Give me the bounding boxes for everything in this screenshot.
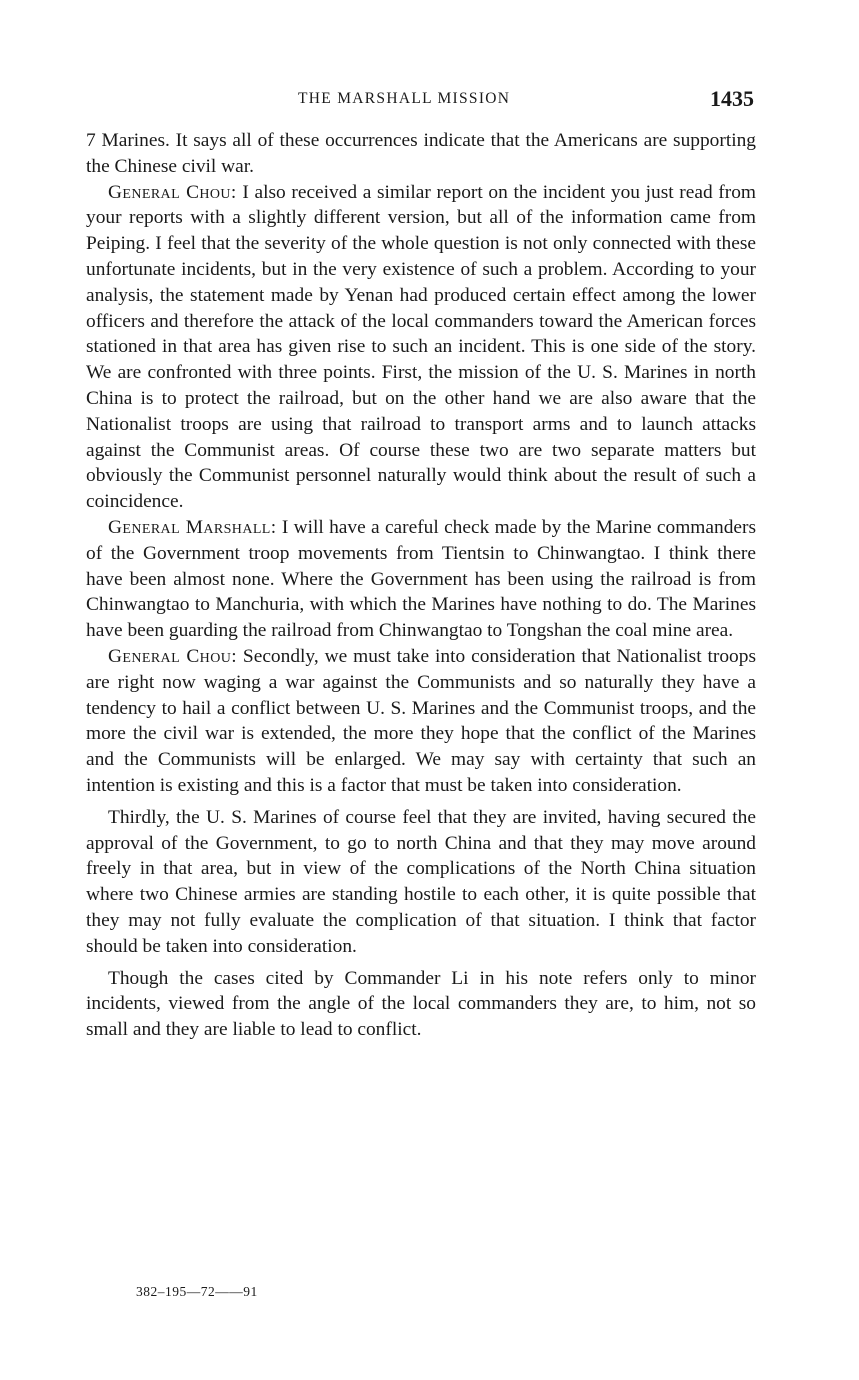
print-code: 382–195—72——91 bbox=[136, 1284, 258, 1299]
running-header bbox=[86, 86, 756, 110]
document-page bbox=[86, 0, 756, 1380]
body-text bbox=[86, 128, 756, 1043]
paragraph-chou-1 bbox=[86, 180, 756, 515]
paragraph-text: Secondly, we must take into consideration that Nationalist troops are right now waging a war against the Communists and so naturally they have a tendency to hail a conflict between U. S. Marines and the Communist troops, and the more the civil war is extended, the more they hope that the conflict of the Marines and the Communists will be enlarged. We may say with certainty that such an intention is existing and this is a factor that must be taken into consideration. bbox=[86, 645, 756, 796]
paragraph-continuation bbox=[86, 128, 756, 180]
paragraph-thirdly bbox=[86, 805, 756, 960]
paragraph-text: I also received a similar report on the incident you just read from your reports with a slightly different version, but all of the information came from Peiping. I feel that the severity of the whole question is not only connected with these unfortunate incidents, but in the very existence of such a problem. According to your analysis, the statement made by Yenan had produced certain effect among the lower officers and therefore the attack of the local commanders toward the American forces stationed in that area has given rise to such an incident. This is one side of the story. We are confronted with three points. First, the mission of the U. S. Marines in north China is to protect the railroad, but on the other hand we are also aware that the Nationalist troops are using that railroad to transport arms and to launch attacks against the Communist areas. Of course these two are two separate matters but obviously the Communist personnel naturally would think about the result of such a coincidence. bbox=[86, 181, 756, 513]
page-number: 1435 bbox=[710, 86, 754, 111]
running-title: THE MARSHALL MISSION bbox=[298, 90, 511, 107]
paragraph-chou-2 bbox=[86, 644, 756, 799]
paragraph-text: Though the cases cited by Commander Li in his note refers only to minor incidents, viewed from the angle of the local commanders they are, to him, not so small and they are liable to lead to conflict. bbox=[86, 967, 756, 1041]
paragraph-though bbox=[86, 966, 756, 1043]
paragraph-text: 7 Marines. It says all of these occurrences indicate that the Americans are supporting the Chinese civil war. bbox=[86, 130, 756, 177]
paragraph-text: Thirdly, the U. S. Marines of course feel that they are invited, having secured the approval of the Government, to go to north China and that they may move around freely in that area, but in view of the complications of the North China situation where two Chinese armies are standing hostile to each other, it is quite possible that they may not fully evaluate the complication of that situation. I think that factor should be taken into consideration. bbox=[86, 806, 756, 957]
speaker-label: General Chou: bbox=[108, 181, 237, 203]
speaker-label: General Chou: bbox=[108, 645, 237, 667]
paragraph-text: I will have a careful check made by the Marine commanders of the Government troop movements from Tientsin to Chinwangtao. I think there have been almost none. Where the Government has been using the railroad is from Chinwangtao to Manchuria, with which the Marines have nothing to do. The Marines have been guarding the railroad from Chinwangtao to Tongshan the coal mine area. bbox=[86, 516, 756, 642]
speaker-label: General Marshall: bbox=[108, 516, 277, 538]
paragraph-marshall bbox=[86, 515, 756, 644]
